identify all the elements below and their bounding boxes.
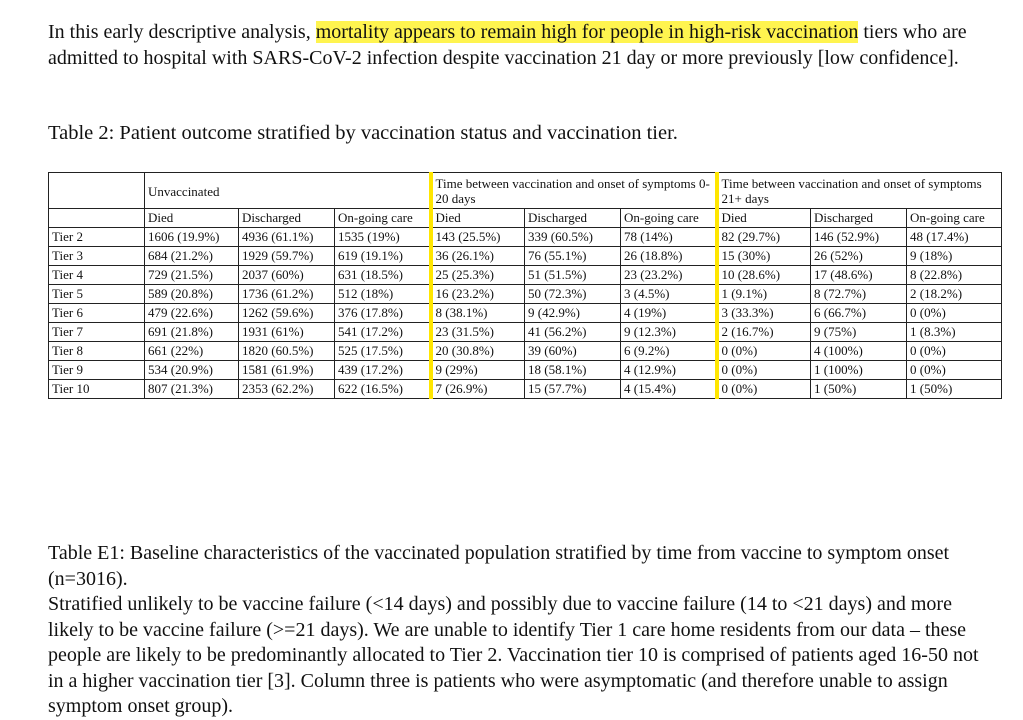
table-row [49, 380, 1002, 399]
table-cell: 1736 (61.2%) [239, 285, 335, 304]
table-row [49, 304, 1002, 323]
table-row [49, 266, 1002, 285]
table-cell: 76 (55.1%) [525, 247, 621, 266]
tier-label: Tier 7 [49, 323, 145, 342]
table-cell: 50 (72.3%) [525, 285, 621, 304]
table-cell: 82 (29.7%) [717, 228, 811, 247]
table-cell: 541 (17.2%) [335, 323, 431, 342]
table-cell: 78 (14%) [621, 228, 717, 247]
table-cell: 41 (56.2%) [525, 323, 621, 342]
table-cell: 15 (57.7%) [525, 380, 621, 399]
table-cell: 23 (23.2%) [621, 266, 717, 285]
table-cell: 2353 (62.2%) [239, 380, 335, 399]
table-cell: 661 (22%) [145, 342, 239, 361]
tier-label: Tier 9 [49, 361, 145, 380]
table-cell: 0 (0%) [907, 304, 1002, 323]
table-cell: 1820 (60.5%) [239, 342, 335, 361]
table-cell: 1606 (19.9%) [145, 228, 239, 247]
table-cell: 143 (25.5%) [431, 228, 525, 247]
table-cell: 25 (25.3%) [431, 266, 525, 285]
table-cell: 622 (16.5%) [335, 380, 431, 399]
table-cell: 729 (21.5%) [145, 266, 239, 285]
table-cell: 3 (4.5%) [621, 285, 717, 304]
table-row [49, 342, 1002, 361]
tier-label: Tier 6 [49, 304, 145, 323]
intro-text-before: In this early descriptive analysis, [48, 21, 316, 43]
table-cell: 1 (9.1%) [717, 285, 811, 304]
outcome-table [48, 172, 1002, 399]
table-cell: 619 (19.1%) [335, 247, 431, 266]
table-cell: 8 (72.7%) [811, 285, 907, 304]
sub-header: Died [431, 209, 525, 228]
table-cell: 9 (12.3%) [621, 323, 717, 342]
table-cell: 48 (17.4%) [907, 228, 1002, 247]
sub-header: Died [717, 209, 811, 228]
table-cell: 9 (75%) [811, 323, 907, 342]
table-cell: 8 (38.1%) [431, 304, 525, 323]
tier-label: Tier 2 [49, 228, 145, 247]
table-cell: 0 (0%) [907, 361, 1002, 380]
table-cell: 8 (22.8%) [907, 266, 1002, 285]
tier-label: Tier 8 [49, 342, 145, 361]
table-row [49, 247, 1002, 266]
table-cell: 0 (0%) [717, 380, 811, 399]
group-header-0-20-days: Time between vaccination and onset of symptoms 0-20 days [431, 173, 717, 209]
table-cell: 9 (29%) [431, 361, 525, 380]
empty-corner-cell [49, 173, 145, 209]
sub-header: On-going care [907, 209, 1002, 228]
table-cell: 20 (30.8%) [431, 342, 525, 361]
sub-header-row [49, 209, 1002, 228]
table-cell: 0 (0%) [717, 361, 811, 380]
table-cell: 0 (0%) [717, 342, 811, 361]
table-row [49, 361, 1002, 380]
sub-header: Discharged [239, 209, 335, 228]
table-row [49, 285, 1002, 304]
sub-header: Discharged [525, 209, 621, 228]
table-cell: 146 (52.9%) [811, 228, 907, 247]
table-cell: 1931 (61%) [239, 323, 335, 342]
table-row [49, 323, 1002, 342]
table-cell: 1 (50%) [811, 380, 907, 399]
table-cell: 1 (8.3%) [907, 323, 1002, 342]
table-e1-caption: Table E1: Baseline characteristics of the vaccinated population stratified by time from vaccine to symptom onset (n=3016). [48, 542, 950, 590]
table-cell: 9 (42.9%) [525, 304, 621, 323]
group-header-row [49, 173, 1002, 209]
table-cell: 479 (22.6%) [145, 304, 239, 323]
table-cell: 36 (26.1%) [431, 247, 525, 266]
table-cell: 10 (28.6%) [717, 266, 811, 285]
table-cell: 6 (9.2%) [621, 342, 717, 361]
table-cell: 1 (50%) [907, 380, 1002, 399]
table-cell: 376 (17.8%) [335, 304, 431, 323]
table-2-caption: Table 2: Patient outcome stratified by vaccination status and vaccination tier. [48, 122, 678, 144]
table-cell: 4 (100%) [811, 342, 907, 361]
sub-header: On-going care [335, 209, 431, 228]
empty-sub-corner-cell [49, 209, 145, 228]
tier-label: Tier 3 [49, 247, 145, 266]
table-cell: 39 (60%) [525, 342, 621, 361]
table-cell: 4 (12.9%) [621, 361, 717, 380]
table-cell: 23 (31.5%) [431, 323, 525, 342]
table-cell: 1535 (19%) [335, 228, 431, 247]
table-cell: 26 (18.8%) [621, 247, 717, 266]
table-cell: 1 (100%) [811, 361, 907, 380]
table-cell: 15 (30%) [717, 247, 811, 266]
table-cell: 6 (66.7%) [811, 304, 907, 323]
table-cell: 4 (19%) [621, 304, 717, 323]
table-cell: 0 (0%) [907, 342, 1002, 361]
table-cell: 512 (18%) [335, 285, 431, 304]
table-cell: 9 (18%) [907, 247, 1002, 266]
table-cell: 1929 (59.7%) [239, 247, 335, 266]
sub-header: Died [145, 209, 239, 228]
table-cell: 439 (17.2%) [335, 361, 431, 380]
table-cell: 26 (52%) [811, 247, 907, 266]
table-cell: 2 (16.7%) [717, 323, 811, 342]
table-cell: 18 (58.1%) [525, 361, 621, 380]
sub-header: Discharged [811, 209, 907, 228]
table-body [49, 228, 1002, 399]
tier-label: Tier 5 [49, 285, 145, 304]
sub-header: On-going care [621, 209, 717, 228]
table-cell: 4 (15.4%) [621, 380, 717, 399]
tier-label: Tier 4 [49, 266, 145, 285]
table-cell: 339 (60.5%) [525, 228, 621, 247]
stratified-paragraph: Stratified unlikely to be vaccine failure (<14 days) and possibly due to vaccine failure (14 to <21 days) and more likely to be vaccine failure (>=21 days). We are unable to identify Tier 1 care home residents from our data – these people are likely to be predominantly allocated to Tier 2. Vaccination tier 10 is comprised of patients aged 16-50 not in a higher vaccination tier [3]. Column three is patients who were asymptomatic (and therefore unable to assign symptom onset group). [48, 593, 979, 717]
table-cell: 1581 (61.9%) [239, 361, 335, 380]
table-cell: 3 (33.3%) [717, 304, 811, 323]
table-cell: 534 (20.9%) [145, 361, 239, 380]
table-cell: 691 (21.8%) [145, 323, 239, 342]
table-cell: 2037 (60%) [239, 266, 335, 285]
table-cell: 684 (21.2%) [145, 247, 239, 266]
table-cell: 2 (18.2%) [907, 285, 1002, 304]
table-cell: 51 (51.5%) [525, 266, 621, 285]
outcome-table-container [48, 172, 1002, 399]
table-row [49, 228, 1002, 247]
table-cell: 589 (20.8%) [145, 285, 239, 304]
table-cell: 16 (23.2%) [431, 285, 525, 304]
highlighted-text: mortality appears to remain high for people in high-risk vaccination [315, 21, 859, 43]
intro-text-after: tiers who are admitted to hospital with SARS-CoV-2 infection despite vaccination 21 day or more previously [low confidence]. [48, 21, 967, 69]
group-header-21-plus-days: Time between vaccination and onset of symptoms 21+ days [717, 173, 1002, 209]
table-cell: 4936 (61.1%) [239, 228, 335, 247]
group-header-unvaccinated: Unvaccinated [145, 173, 431, 209]
table-cell: 631 (18.5%) [335, 266, 431, 285]
table-cell: 17 (48.6%) [811, 266, 907, 285]
table-cell: 807 (21.3%) [145, 380, 239, 399]
table-cell: 525 (17.5%) [335, 342, 431, 361]
intro-paragraph [48, 20, 988, 71]
tier-label: Tier 10 [49, 380, 145, 399]
table-cell: 1262 (59.6%) [239, 304, 335, 323]
table-cell: 7 (26.9%) [431, 380, 525, 399]
